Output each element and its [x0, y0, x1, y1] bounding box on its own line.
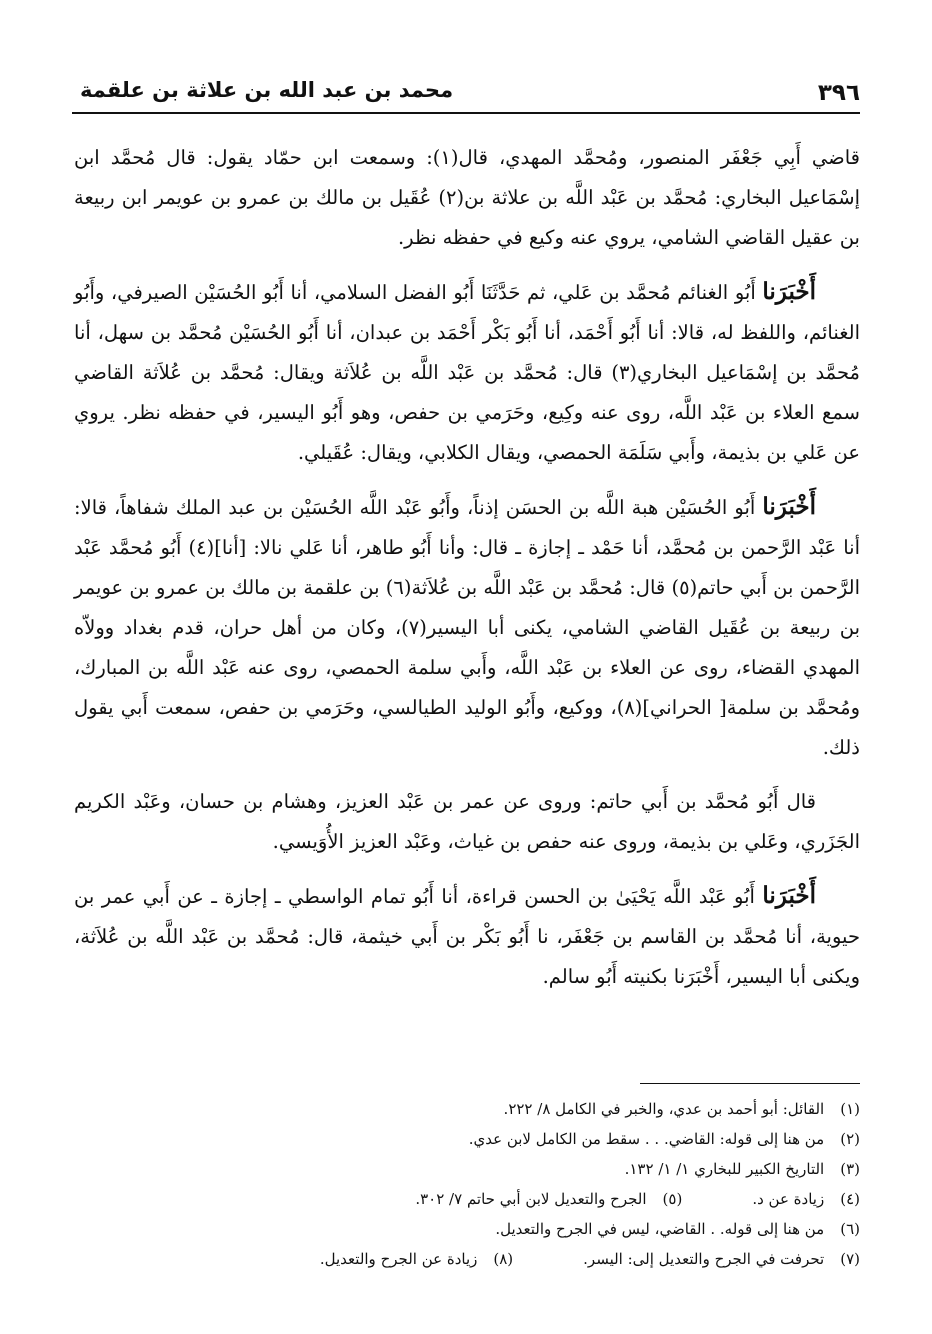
paragraph-5-text: أَبُو عَبْد اللَّه يَحْيَىٰ بن الحسن قراءة، أنا أَبُو تمام الواسطي ـ إجازة ـ عن أَبي عمر بن حيوية، أنا مُحمَّد بن القاسم بن جَعْفَر، نا أَبُو بَكْر بن أَبي خيثمة، قال: مُحمَّد بن عَبْد اللَّه بن عُلاَثة، ويكنى أبا اليسير، أَخْبَرَنا بكنيته أَبُو سالم.	[74, 885, 860, 988]
paragraph-4: قال أَبُو مُحمَّد بن أَبي حاتم: وروى عن عمر بن عَبْد العزيز، وهشام بن حسان، وعَبْد الكريم الجَزَري، وعَلي بن بذيمة، وروى عنه حفص بن غياث، وعَبْد العزيز الأُوَيسي.	[74, 790, 860, 853]
paragraph-3-text: أَبُو الحُسَيْن هبة اللَّه بن الحسَن إذناً، وأَبُو عَبْد اللَّه الحُسَيْن بن عبد الملك شفاهاً، قالا: أنا عَبْد الرَّحمن بن مُحمَّد، أنا حَمْد ـ إجازة ـ قال: وأنا أَبُو طاهر، أنا عَلي نالا: [أنا](٤) أَبُو مُحمَّد عَبْد الرَّحمن بن أَبي حاتم(٥) قال: مُحمَّد بن عَبْد اللَّه بن عُلاَثة(٦) بن علقمة بن مالك بن عمرو بن عويمر بن ربيعة بن عُقَيل القاضي الشامي، يكنى أبا اليسير(٧)، وكان من أهل حران، قدم بغداد وولاّه المهدي القضاء، روى عن العلاء بن عَبْد اللَّه، وأَبي سلمة الحمصي، روى عنه عَبْد اللَّه بن المبارك، ومُحمَّد بن سلمة[ الحراني](٨)، ووكيع، وأَبُو الوليد الطيالسي، وحَرَمي بن حفص، سمعت أَبي يقول ذلك.	[74, 496, 860, 759]
footnote-number: (٥)	[662, 1190, 683, 1208]
akhbarana-keyword: أَخْبَرَنا	[762, 882, 816, 909]
footnote-4	[752, 1184, 860, 1214]
paragraph-1: قاضي أَبِي جَعْفَر المنصور، ومُحمَّد المهدي، قال(١): وسمعت ابن حمّاد يقول: قال مُحمَّد ابن إسْمَاعيل البخاري: مُحمَّد بن عَبْد اللَّه بن علاثة بن(٢) عُقَيل بن مالك بن عمرو بن عويمر ابن ربيعة بن عقيل القاضي الشامي، يروي عنه وكيع في حفظه نظر.	[74, 146, 860, 249]
footnote-1	[504, 1094, 860, 1124]
footnote-text: القائل: أبو أحمد بن عدي، والخبر في الكامل ٨/ ٢٢٢.	[503, 1100, 825, 1118]
paragraph-2	[74, 272, 860, 473]
footnote-number: (٨)	[493, 1250, 514, 1268]
footnotes	[74, 1094, 860, 1274]
footnote-separator	[640, 1083, 860, 1084]
paragraph-3	[74, 487, 860, 768]
footnote-number: (٤)	[840, 1190, 860, 1208]
page-number: ٣٩٦	[817, 80, 860, 106]
footnote-row	[74, 1124, 860, 1154]
footnote-number: (٢)	[840, 1130, 860, 1148]
footnote-5	[415, 1184, 682, 1214]
main-text	[74, 138, 860, 1011]
footnote-row	[74, 1214, 860, 1244]
footnote-row	[74, 1244, 860, 1274]
footnote-number: (٣)	[840, 1160, 860, 1178]
footnote-text: التاريخ الكبير للبخاري ١/ ١/ ١٣٢.	[624, 1160, 825, 1178]
footnote-7	[583, 1244, 860, 1274]
paragraph-2-text: أَبُو الغنائم مُحمَّد بن عَلي، ثم حَدَّثَنَا أَبُو الفضل السلامي، أنا أَبُو الحُسَيْن الصيرفي، وأَبُو الغنائم، واللفظ له، قالا: أنا أَبُو أَحْمَد، أنا أَبُو بَكْر أَحْمَد بن عبدان، أنا أَبُو الحُسَيْن مُحمَّد بن سهل، أنا مُحمَّد بن إسْمَاعيل البخاري(٣) قال: مُحمَّد بن عَبْد اللَّه بن عُلاَثة ويقال: مُحمَّد بن عُلاَثة القاضي سمع العلاء بن عَبْد اللَّه، روى عنه وكِيع، وحَرَمي بن حفص، وهو أَبُو اليسير، في حفظه نظر. يروي عن عَلي بن بذيمة، وأَبي سَلَمَة الحمصي، ويقال الكلابي، ويقال: عُقَيلي.	[74, 281, 860, 464]
footnote-number: (٦)	[840, 1220, 860, 1238]
running-title: محمد بن عبد الله بن علاثة بن علقمة	[80, 78, 454, 102]
footnote-gap	[513, 1244, 583, 1274]
page-header	[72, 78, 860, 114]
footnote-number: (٧)	[840, 1250, 860, 1268]
footnote-row	[74, 1094, 860, 1124]
footnote-text: زيادة عن د.	[752, 1190, 825, 1208]
footnote-gap	[682, 1184, 752, 1214]
footnote-text: الجرح والتعديل لابن أبي حاتم ٧/ ٣٠٢.	[415, 1190, 647, 1208]
footnote-row	[74, 1184, 860, 1214]
footnote-8	[320, 1244, 513, 1274]
footnote-text: من هنا إلى قوله: القاضي. . . سقط من الكامل لابن عدي.	[468, 1130, 825, 1148]
footnote-2	[469, 1124, 860, 1154]
footnote-3	[625, 1154, 860, 1184]
footnote-number: (١)	[840, 1100, 860, 1118]
footnote-text: من هنا إلى قوله. . القاضي، ليس في الجرح والتعديل.	[495, 1220, 825, 1238]
akhbarana-keyword: أَخْبَرَنا	[762, 493, 816, 520]
footnote-6	[495, 1214, 860, 1244]
footnote-row	[74, 1154, 860, 1184]
footnote-text: زيادة عن الجرح والتعديل.	[319, 1250, 478, 1268]
akhbarana-keyword: أَخْبَرَنا	[762, 278, 816, 305]
footnote-text: تحرفت في الجرح والتعديل إلى: اليسر.	[583, 1250, 825, 1268]
paragraph-5	[74, 876, 860, 997]
